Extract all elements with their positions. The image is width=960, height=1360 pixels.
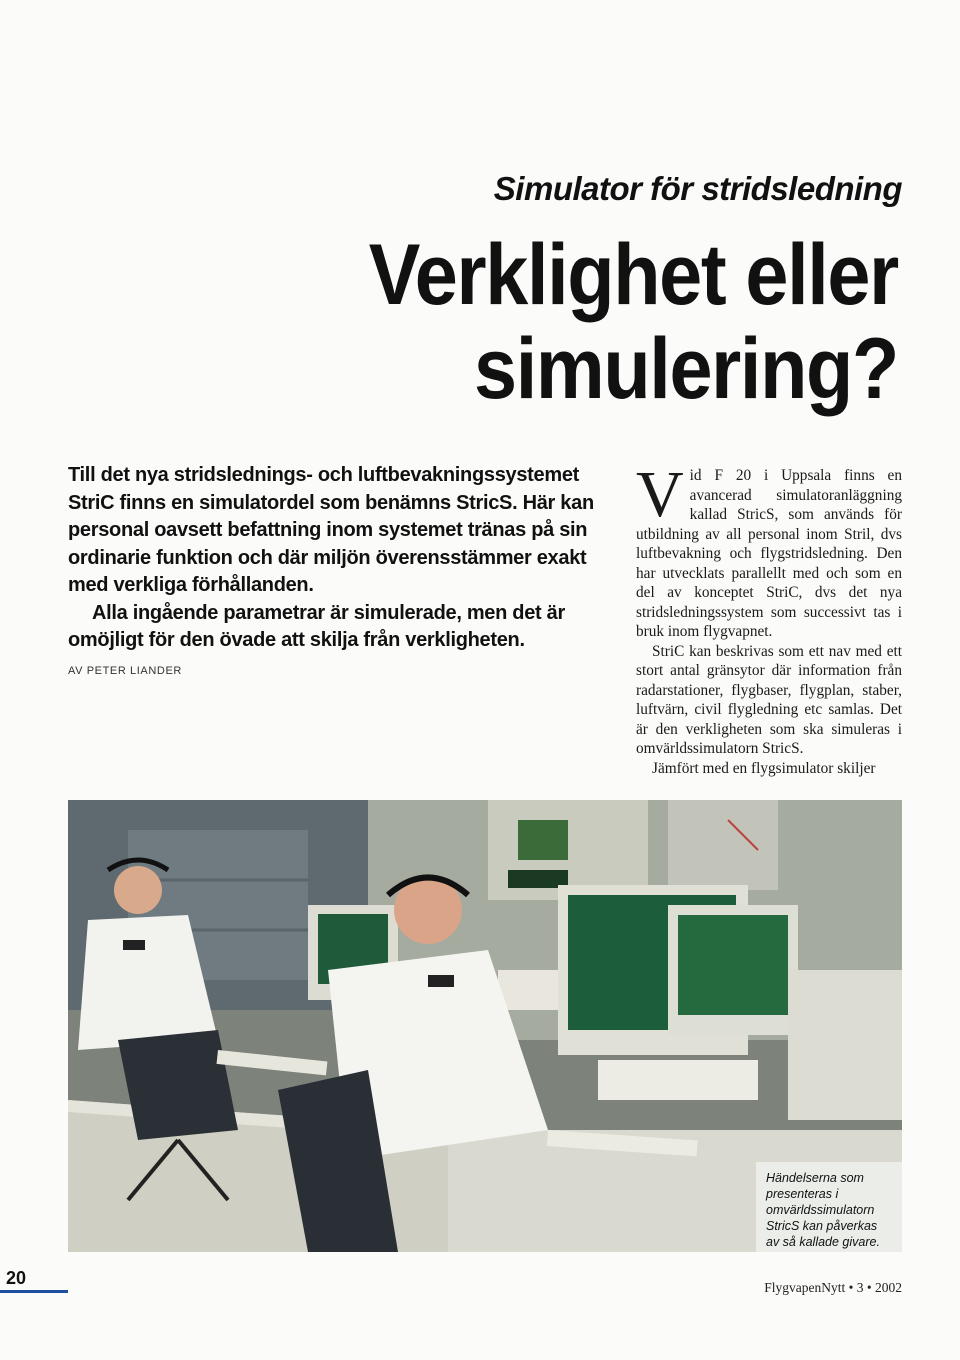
body-paragraph-3: Jämfört med en flygsimulator skiljer: [652, 759, 876, 777]
lead-text-2: Alla ingående parametrar är simulerade, men det är omöjligt för den övade att skilja från verkligheten.: [68, 601, 565, 651]
body-text-1: id F 20 i Uppsala finns en avancerad simulatoranläggning kallad StricS, som används för utbildning av all personal inom Stril, dvs luftbevakning och flygstridsledning. Den har utvecklats parallellt med och som en del av konceptet StriC, dvs det nya stridsledningssystem som successivt tas i bruk inom flygvapnet.: [636, 467, 902, 640]
body-column: [636, 458, 902, 778]
body-paragraph-2: StriC kan beskrivas som ett nav med ett stort antal gränsytor där information från radarstationer, flygbaser, flygplan, staber, luftvärn, civil flygledning etc samlas. Det är den verkligheten som ska simuleras i omvärldssimulatorn StricS.: [636, 642, 902, 757]
headline: [369, 228, 898, 416]
publication-footer: FlygvapenNytt • 3 • 2002: [764, 1280, 902, 1295]
lead-paragraph: [68, 462, 616, 655]
headline-line-2: simulering?: [474, 321, 898, 417]
headline-line-1: Verklighet eller: [368, 227, 898, 323]
lead-text-1: Till det nya stridslednings- och luftbevakningssystemet StriC finns en simulatordel som benämns StricS. Här kan personal oavsett befattning inom systemet tränas på sin ordinarie funktion och där miljön överensstämmer exakt med verkliga förhållanden.: [68, 464, 594, 596]
page-number: 20: [6, 1268, 27, 1288]
kicker: Simulator för stridsledning: [493, 170, 902, 207]
body-paragraph-1: [636, 458, 902, 642]
byline: AV PETER LIANDER: [68, 665, 182, 677]
drop-cap: V: [636, 458, 684, 531]
folio-rule: [0, 1290, 68, 1293]
photo-caption: Händelserna som presenteras i omvärldssimulatorn StricS kan påverkas av så kallade givare.: [766, 1171, 880, 1249]
